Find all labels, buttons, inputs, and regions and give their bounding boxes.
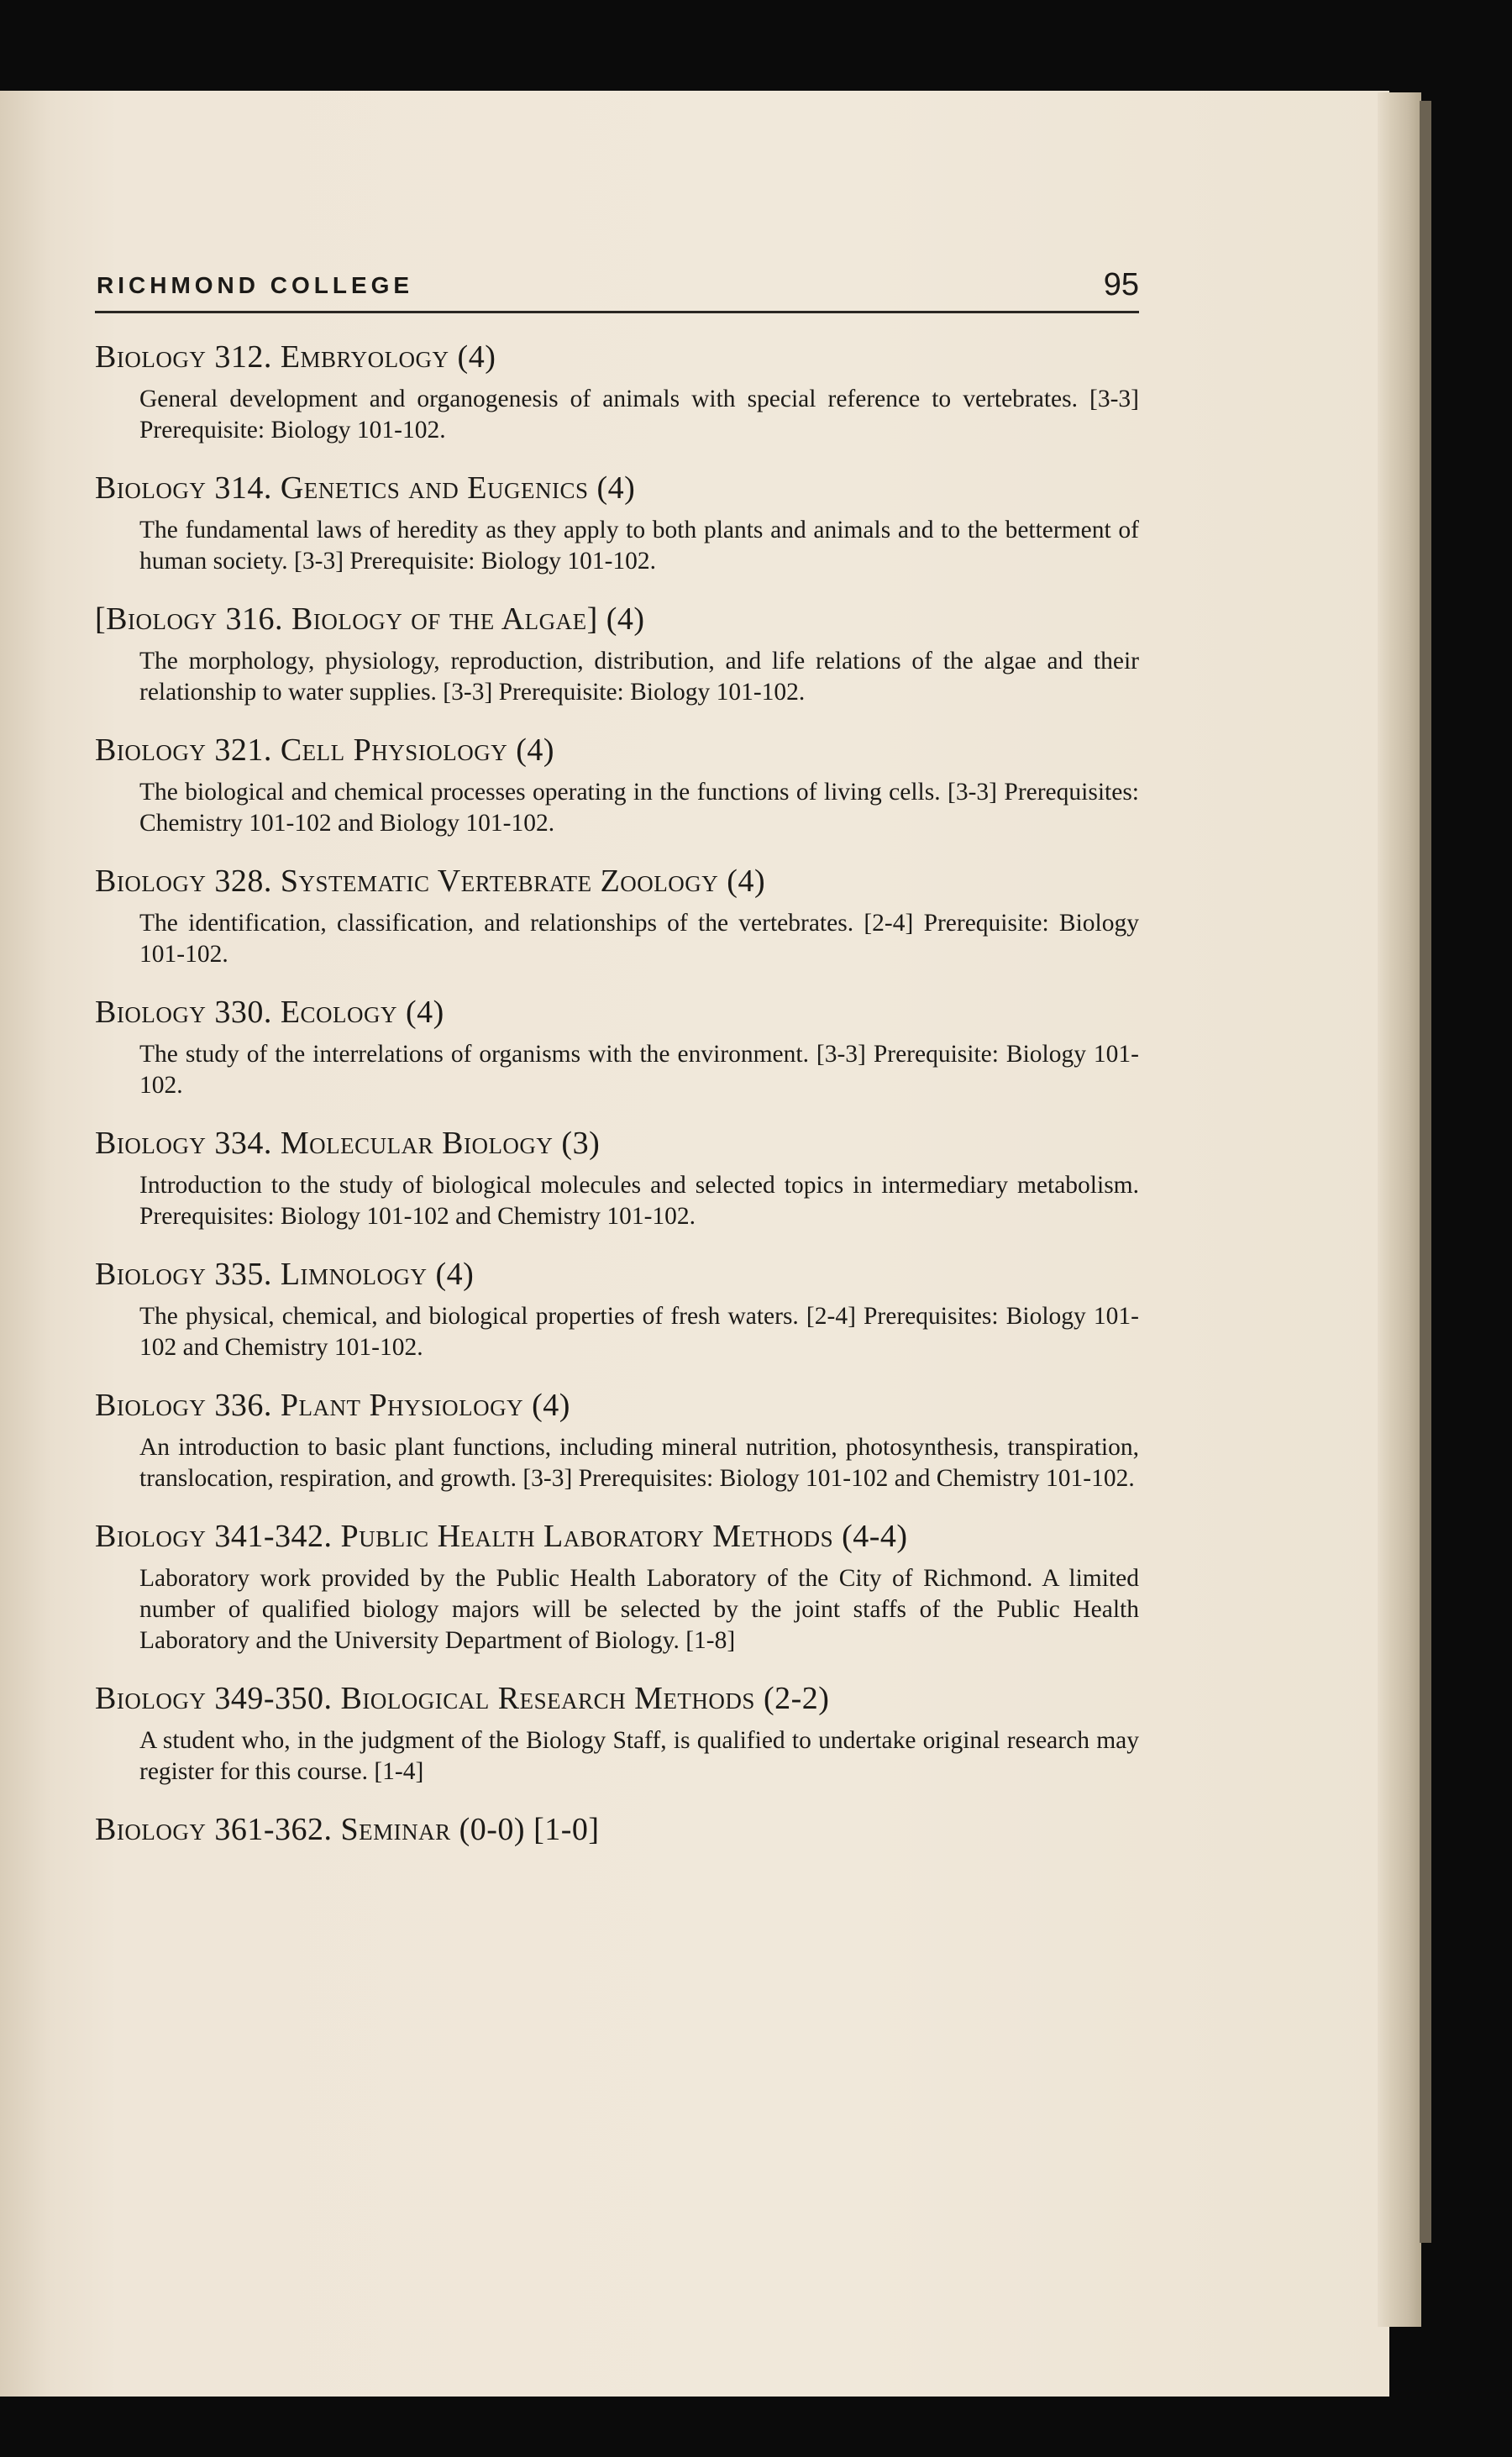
course-heading: Biology 336. Plant Physiology (4) bbox=[95, 1388, 570, 1423]
course-heading: Biology 328. Systematic Vertebrate Zoology (4) bbox=[95, 864, 766, 899]
course-entry bbox=[95, 861, 1139, 970]
book-cover-edge bbox=[1420, 101, 1431, 2243]
course-entry bbox=[95, 1678, 1139, 1788]
course-entry bbox=[95, 730, 1139, 839]
course-heading: Biology 349-350. Biological Research Methods (2-2) bbox=[95, 1681, 830, 1716]
course-heading: Biology 335. Limnology (4) bbox=[95, 1257, 475, 1292]
course-heading: Biology 341-342. Public Health Laboratory Methods (4-4) bbox=[95, 1519, 908, 1554]
course-heading: Biology 361-362. Seminar (0-0) [1-0] bbox=[95, 1812, 600, 1847]
course-heading: Biology 314. Genetics and Eugenics (4) bbox=[95, 470, 636, 506]
running-title: RICHMOND COLLEGE bbox=[97, 272, 414, 298]
running-head bbox=[95, 267, 1139, 313]
course-entry bbox=[95, 1254, 1139, 1363]
course-heading: Biology 312. Embryology (4) bbox=[95, 339, 496, 375]
course-description: A student who, in the judgment of the Biology Staff, is qualified to undertake original research may register for this course. [1-4] bbox=[139, 1727, 1139, 1785]
course-entry bbox=[95, 599, 1139, 708]
course-description: Laboratory work provided by the Public Health Laboratory of the City of Richmond. A limited number of qualified biology majors will be selected by the joint staffs of the Public Health Laboratory and the University Department of Biology. [1-8] bbox=[139, 1565, 1139, 1654]
course-entry bbox=[95, 468, 1139, 577]
page-content bbox=[95, 267, 1139, 1850]
course-description: General development and organogenesis of animals with special reference to vertebrates. [3-3] Prerequisite: Biology 101-102. bbox=[139, 386, 1139, 444]
course-description: An introduction to basic plant functions, including mineral nutrition, photosynthesis, transpiration, translocation, respiration, and growth. [3-3] Prerequisites: Biology 101-102 and Chemistry 101-102. bbox=[139, 1434, 1139, 1492]
course-description: The study of the interrelations of organisms with the environment. [3-3] Prerequisite: Biology 101-102. bbox=[139, 1041, 1139, 1099]
course-description: The biological and chemical processes operating in the functions of living cells. [3-3] Prerequisites: Chemistry 101-102 and Biology 101-102. bbox=[139, 779, 1139, 837]
course-description: The fundamental laws of heredity as they apply to both plants and animals and to the betterment of human society. [3-3] Prerequisite: Biology 101-102. bbox=[139, 517, 1139, 575]
course-description: The morphology, physiology, reproduction, distribution, and life relations of the algae and their relationship to water supplies. [3-3] Prerequisite: Biology 101-102. bbox=[139, 648, 1139, 706]
course-description: The physical, chemical, and biological properties of fresh waters. [2-4] Prerequisites: Biology 101-102 and Chemistry 101-102. bbox=[139, 1303, 1139, 1361]
course-description: The identification, classification, and relationships of the vertebrates. [2-4] Prerequisite: Biology 101-102. bbox=[139, 910, 1139, 968]
course-heading: Biology 330. Ecology (4) bbox=[95, 995, 444, 1030]
page-number: 95 bbox=[1103, 267, 1139, 302]
course-entry bbox=[95, 1123, 1139, 1232]
course-entry bbox=[95, 1385, 1139, 1494]
course-heading: Biology 334. Molecular Biology (3) bbox=[95, 1126, 601, 1161]
course-entry bbox=[95, 1516, 1139, 1656]
course-heading: Biology 321. Cell Physiology (4) bbox=[95, 732, 555, 768]
course-entry bbox=[95, 1809, 1139, 1850]
course-heading: [Biology 316. Biology of the Algae] (4) bbox=[95, 601, 645, 637]
course-entry bbox=[95, 337, 1139, 446]
course-description: Introduction to the study of biological molecules and selected topics in intermediary metabolism. Prerequisites: Biology 101-102 and Chemistry 101-102. bbox=[139, 1172, 1139, 1230]
page-stack-edge bbox=[1378, 92, 1421, 2327]
course-entry bbox=[95, 992, 1139, 1101]
